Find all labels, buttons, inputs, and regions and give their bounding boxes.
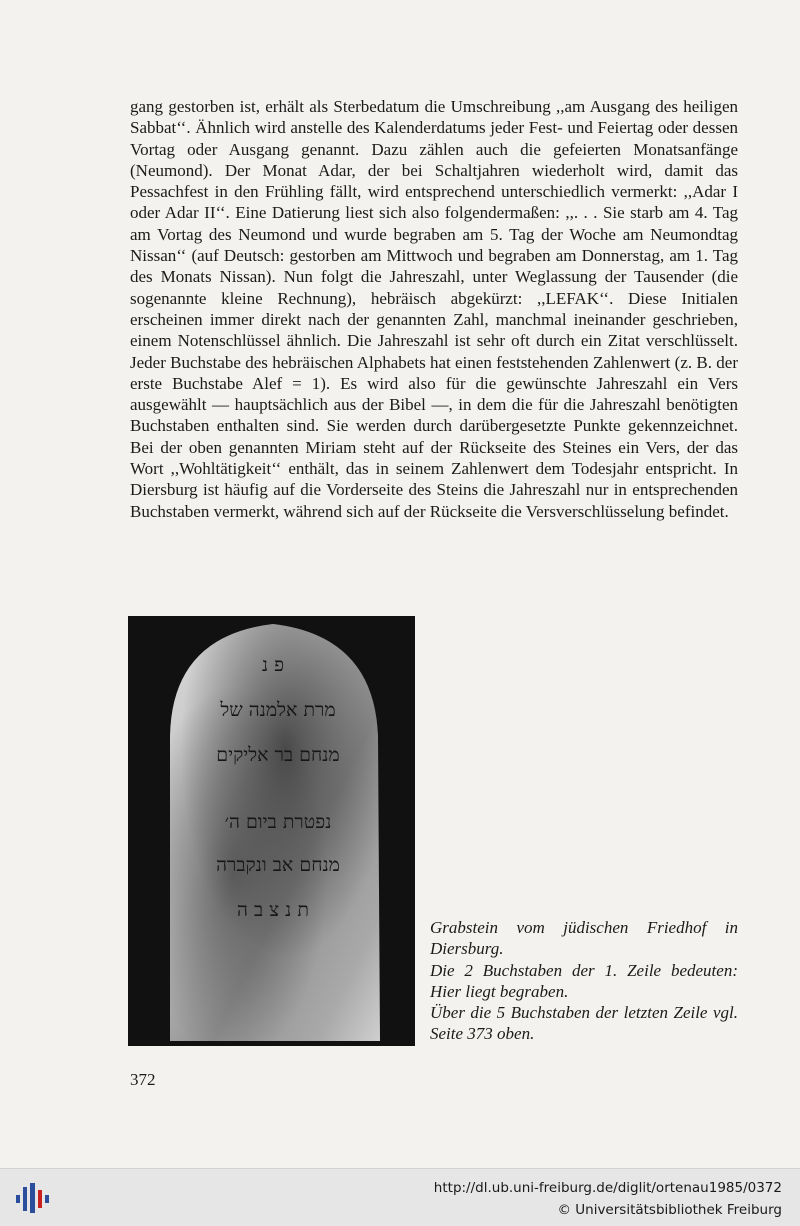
ub-freiburg-logo-icon xyxy=(14,1181,54,1215)
inscription-line-1: פ נ xyxy=(261,654,285,676)
photo-caption xyxy=(430,917,738,1045)
caption-line-2: Die 2 Buchstaben der 1. Zeile bedeuten: Hier liegt begraben. xyxy=(430,960,738,1001)
body-paragraph xyxy=(130,96,738,522)
inscription-line-5: מנחם אב ונקברה xyxy=(216,854,340,876)
gravestone-photo xyxy=(128,616,415,1046)
source-url-link[interactable]: http://dl.ub.uni-freiburg.de/diglit/ortenau1985/0372 xyxy=(433,1180,782,1196)
body-paragraph-text: gang gestorben ist, erhält als Sterbedatum die Umschreibung ,,am Ausgang des heiligen Sabbat‘‘. Ähnlich wird anstelle des Kalenderdatums jeder Fest- und Feiertag oder dessen Vortag oder Ausgang genannt. Dazu zählen auch die gefeierten Monatsanfänge (Neumond). Der Monat Adar, der bei Schaltjahren wiederholt wird, damit das Pessachfest in den Frühling fällt, wird entsprechend unterschiedlich vermerkt: ,,Adar I oder Adar II‘‘. Eine Datierung liest sich also folgendermaßen: ,,. . . Sie starb am 4. Tag am Vortag des Neumond und wurde begraben am 5. Tag der Woche am Neumondtag Nissan‘‘ (auf Deutsch: gestorben am Mittwoch und begraben am Donnerstag, am 1. Tag des Monats Nissan). Nun folgt die Jahreszahl, unter Weglassung der Tausender (die sogenannte kleine Rechnung), hebräisch abgekürzt: ,,LEFAK‘‘. Diese Initialen erscheinen immer direkt nach der genannten Zahl, manchmal ineinander geschrieben, einem Notenschlüssel ähnlich. Die Jahreszahl ist sehr oft durch ein Zitat verschlüsselt. Jeder Buchstabe des hebräischen Alphabets hat einen feststehenden Zahlenwert (z. B. der erste Buchstabe Alef = 1). Es wird also für die gewünschte Jahreszahl ein Vers ausgewählt — hauptsächlich aus der Bibel —, in dem die für die Jahreszahl benötigten Buchstaben enthalten sind. Sie werden durch darübergesetzte Punkte gekennzeichnet. Bei der oben genannten Miriam steht auf der Rückseite des Steines ein Vers, der das Wort ,,Wohltätigkeit‘‘ enthält, das in seinem Zahlenwert dem Todesjahr entspricht. In Diersburg ist häufig auf die Vorderseite des Steins die Jahreszahl nur in entsprechenden Buchstaben vermerkt, während sich auf der Rückseite die Versverschlüsselung befindet. xyxy=(130,97,738,521)
inscription-line-4: נפטרת ביום ה׳ xyxy=(224,811,332,833)
copyright-text: © Universitätsbibliothek Freiburg xyxy=(557,1202,782,1218)
caption-line-3: Über die 5 Buchstaben der letzten Zeile vgl. Seite 373 oben. xyxy=(430,1003,738,1044)
gravestone-image xyxy=(128,616,415,1046)
inscription-line-2: מרת אלמנה של xyxy=(220,699,336,721)
caption-line-1: Grabstein vom jüdischen Friedhof in Diersburg. xyxy=(430,918,738,959)
page-number: 372 xyxy=(130,1070,156,1089)
inscription-line-3: מנחם בר אליקים xyxy=(216,744,340,766)
inscription-line-6: ת נ צ ב ה xyxy=(237,899,309,921)
footer-bar xyxy=(0,1168,800,1226)
